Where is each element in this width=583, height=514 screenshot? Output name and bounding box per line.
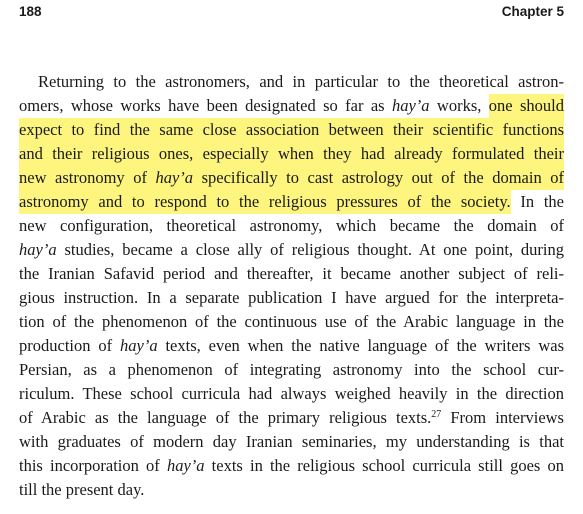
text-line: production of hay’a texts, even when the native language of the writers was — [19, 336, 564, 355]
text-line: Returning to the astronomers, and in particular to the theoretical astron- — [38, 72, 564, 91]
highlighted-text: astronomy and to respond to the religious pressures of the society. — [19, 190, 511, 214]
text-line — [19, 118, 564, 142]
highlighted-text: and their religious ones, especially when they had already formulated their — [19, 142, 564, 166]
text-line: this incorporation of hay’a texts in the religious school curricula still goes on — [19, 456, 564, 475]
text-line — [19, 142, 564, 166]
highlighted-text: one should — [489, 94, 564, 118]
text-line: riculum. These school curricula had always weighed heavily in the direction — [19, 384, 564, 403]
text-line: with graduates of modern day Iranian seminaries, my understanding is that — [19, 432, 564, 451]
highlighted-text: new astronomy of hay’a specifically to cast astrology out of the domain of — [19, 166, 564, 190]
page-header — [0, 4, 583, 24]
text-line: of Arabic as the language of the primary religious texts.$^{27}$ From interviews — [19, 408, 564, 427]
text-line: new configuration, theoretical astronomy, which became the domain of — [19, 216, 564, 235]
text-line: gious instruction. In a separate publication I have argued for the interpreta- — [19, 288, 564, 307]
footnote-marker: 27 — [431, 409, 442, 420]
text-line: Persian, as a phenomenon of integrating astronomy into the school cur- — [19, 360, 564, 379]
text-line: hay’a studies, became a close ally of religious thought. At one point, during — [19, 240, 564, 259]
text-line: astronomy and to respond to the religious pressures of the society. In the — [19, 190, 564, 214]
text-line: omers, whose works have been designated so far as hay’a works, one should — [19, 94, 564, 118]
text-line — [19, 166, 564, 190]
page-number: 188 — [19, 4, 42, 19]
highlighted-text: expect to find the same close association between their scientific functions — [19, 118, 564, 142]
text-line: till the present day. — [19, 480, 145, 499]
running-head: Chapter 5 — [501, 4, 564, 19]
body-paragraph — [19, 70, 564, 502]
text-line: tion of the phenomenon of the continuous use of the Arabic language in the — [19, 312, 564, 331]
text-line: the Iranian Safavid period and thereafter, it became another subject of reli- — [19, 264, 564, 283]
